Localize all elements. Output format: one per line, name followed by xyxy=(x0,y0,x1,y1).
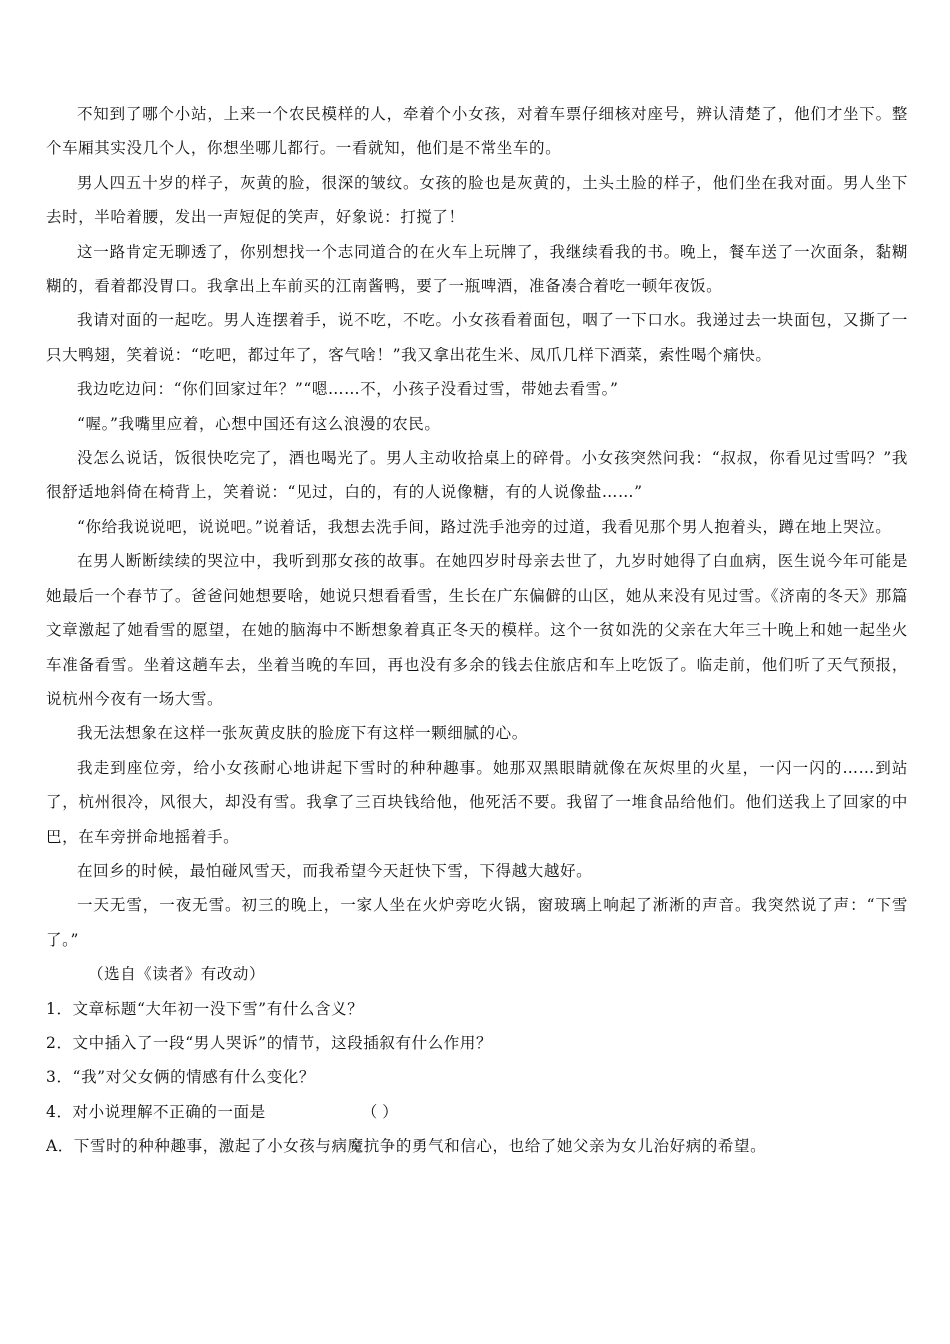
paragraph: 不知到了哪个小站，上来一个农民模样的人，牵着个小女孩，对着车票仔细核对座号，辨认清楚了，他们才坐下。整个车厢其实没几个人，你想坐哪儿都行。一看就知，他们是不常坐车的。 xyxy=(46,105,908,158)
paragraph: 一天无雪，一夜无雪。初三的晚上，一家人坐在火炉旁吃火锅，窗玻璃上响起了淅淅的声音。我突然说了声：“下雪了。” xyxy=(46,896,908,949)
paragraph: “你给我说说吧，说说吧。”说着话，我想去洗手间，路过洗手池旁的过道，我看见那个男人抱着头，蹲在地上哭泣。 xyxy=(77,517,892,536)
paragraph: 男人四五十岁的样子，灰黄的脸，很深的皱纹。女孩的脸也是灰黄的，土头土脸的样子，他们坐在我对面。男人坐下去时，半哈着腰，发出一声短促的笑声，好象说：打搅了！ xyxy=(46,173,908,227)
question-3: 3．“我”对父女俩的情感有什么变化？ xyxy=(46,1068,316,1087)
question-1: 1．文章标题“大年初一没下雪”有什么含义？ xyxy=(46,999,364,1018)
paragraph: 我走到座位旁，给小女孩耐心地讲起下雪时的种种趣事。她那双黑眼睛就像在灰烬里的火星，一闪一闪的……到站了，杭州很冷，风很大，却没有雪。我拿了三百块钱给他，他死活不要。我留了一堆食品给他们。他们送我上了回家的中巴，在车旁拼命地摇着手。 xyxy=(46,758,908,846)
paragraph: 我无法想象在这样一张灰黄皮肤的脸庞下有这样一颗细腻的心。 xyxy=(77,724,528,743)
paragraph: 我请对面的一起吃。男人连摆着手，说不吃，不吃。小女孩看着面包，咽了一下口水。我递过去一块面包，又撕了一只大鸭翅，笑着说：“吃吧，都过年了，客气啥！”我又拿出花生米、凤爪几样下酒菜，索性喝个痛快。 xyxy=(46,311,908,364)
paragraph: 没怎么说话，饭很快吃完了，酒也喝光了。男人主动收拾桌上的碎骨。小女孩突然问我：“叔叔，你看见过雪吗？”我很舒适地斜倚在椅背上，笑着说：“见过，白的，有的人说像糖，有的人说像盐……” xyxy=(46,449,908,502)
option-a: A．下雪时的种种趣事，激起了小女孩与病魔抗争的勇气和信心，也给了她父亲为女儿治好病的希望。 xyxy=(46,1137,767,1156)
source-note: （选自《读者》有改动） xyxy=(88,965,266,984)
paragraph: 在男人断断续续的哭泣中，我听到那女孩的故事。在她四岁时母亲去世了，九岁时她得了白血病，医生说今年可能是她最后一个春节了。爸爸问她想要啥，她说只想看看雪，生长在广东偏僻的山区，她从来没有见过雪。《济南的冬天》那篇文章激起了她看雪的愿望，在她的脑海中不断想象着真正冬天的模样。这个一贫如洗的父亲在大年三十晚上和她一起坐火车准备看雪。坐着这趟车去，坐着当晚的车回，再也没有多余的钱去住旅店和车上吃饭了。临走前，他们听了天气预报，说杭州今夜有一场大雪。 xyxy=(46,552,908,708)
paragraph: 这一路肯定无聊透了，你别想找一个志同道合的在火车上玩牌了，我继续看我的书。晚上，餐车送了一次面条，黏糊糊的，看着都没胃口。我拿出上车前买的江南酱鸭，要了一瓶啤酒，准备凑合着吃一顿年夜饭。 xyxy=(46,242,908,296)
paragraph: “喔。”我嘴里应着，心想中国还有这么浪漫的农民。 xyxy=(77,414,441,433)
paragraph: 在回乡的时候，最怕碰风雪天，而我希望今天赶快下雪，下得越大越好。 xyxy=(77,861,593,880)
answer-bracket: （ ） xyxy=(361,1102,398,1121)
question-4-text: 4．对小说理解不正确的一面是 xyxy=(46,1102,266,1121)
passage-body xyxy=(46,97,908,1164)
question-4 xyxy=(46,1095,908,1129)
paragraph: 我边吃边问：“你们回家过年？”“嗯……不，小孩子没看过雪，带她去看雪。” xyxy=(77,380,619,399)
question-2: 2．文中插入了一段“男人哭诉”的情节，这段插叙有什么作用？ xyxy=(46,1033,493,1052)
